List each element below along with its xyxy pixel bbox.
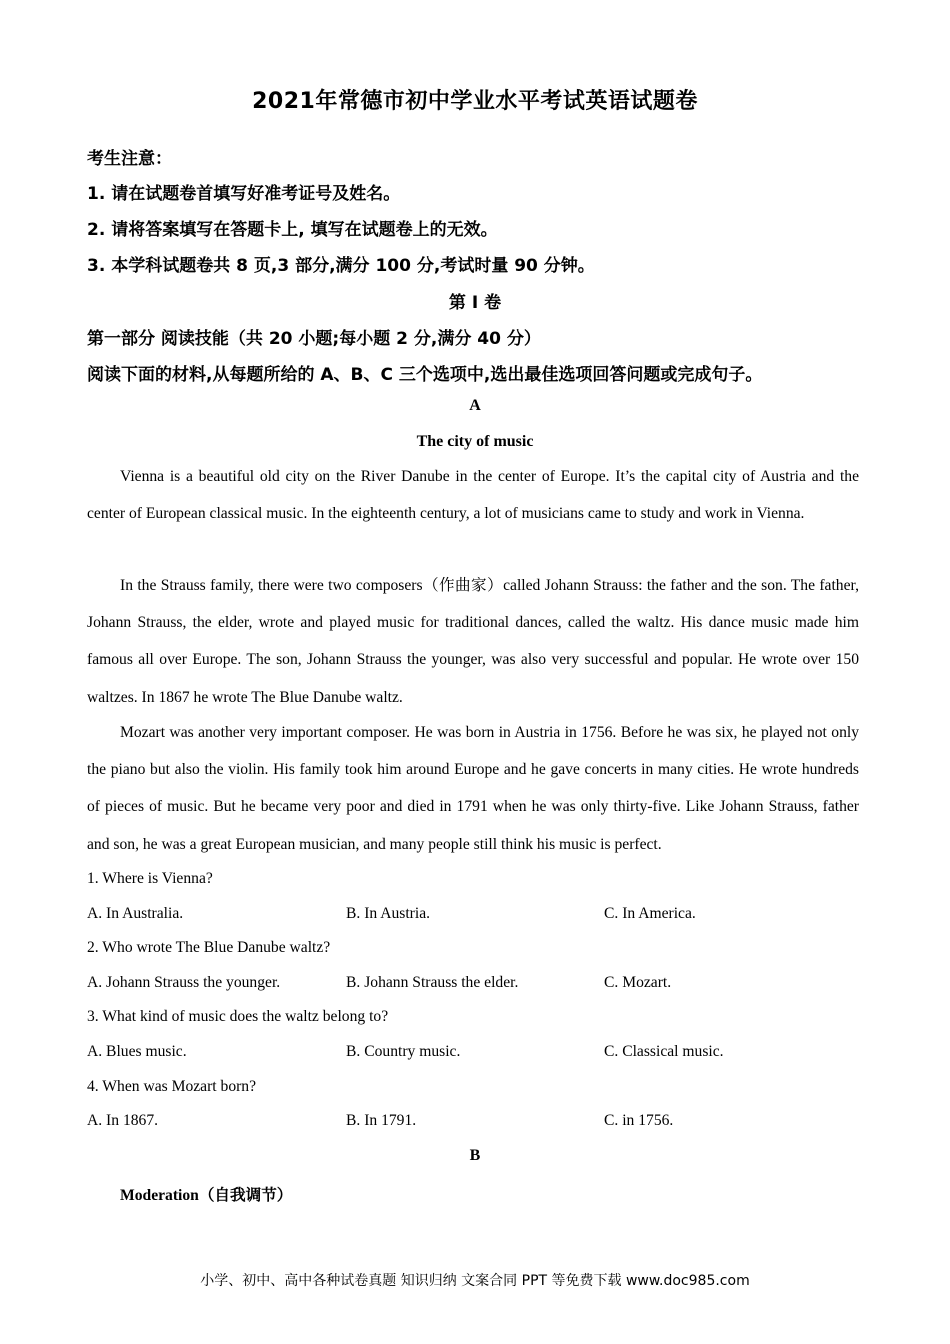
question-2-option-c: C. Mozart.	[604, 974, 672, 991]
section-a-title: The city of music	[416, 433, 534, 450]
question-3-option-c: C. Classical music.	[604, 1043, 724, 1060]
section-b-label: B	[469, 1147, 481, 1164]
question-1: 1. Where is Vienna?	[87, 870, 213, 887]
part-one-instruction: 阅读下面的材料,从每题所给的 A、B、C 三个选项中,选出最佳选项回答问题或完成句子。	[87, 365, 763, 385]
question-4: 4. When was Mozart born?	[87, 1078, 257, 1095]
section-b-title: Moderation（自我调节）	[120, 1187, 293, 1204]
question-3-option-b: B. Country music.	[346, 1043, 461, 1060]
question-1-option-c: C. In America.	[604, 905, 696, 922]
notice-item-3: 3. 本学科试题卷共 8 页,3 部分,满分 100 分,考试时量 90 分钟。	[87, 256, 595, 276]
passage-paragraph-3: Mozart was another very important composer. He was born in Austria in 1756. Before he was six, he played not only the piano but also the violin. His family took him around Europe and he gave concerts in many cities. He wrote hundreds of pieces of music. But he became very poor and died in 1791 when he was only thirty-five. Like Johann Strauss, father and son, he was a great European musician, and many people still think his music is perfect.	[87, 724, 859, 853]
question-4-option-a: A. In 1867.	[87, 1112, 159, 1129]
notice-heading: 考生注意：	[87, 149, 172, 169]
volume-label: 第 I 卷	[448, 293, 502, 313]
question-2: 2. Who wrote The Blue Danube waltz?	[87, 939, 331, 956]
passage-paragraph-2: In the Strauss family, there were two composers（作曲家）called Johann Strauss: the father and the son. The father, Johann Strauss, the elder, wrote and played music for traditional dances, called the waltz. His dance music made him famous all over Europe. The son, Johann Strauss the younger, was also very successful and popular. He wrote over 150 waltzes. In 1867 he wrote The Blue Danube waltz.	[87, 577, 859, 706]
question-3: 3. What kind of music does the waltz belong to?	[87, 1008, 389, 1025]
notice-item-1: 1. 请在试题卷首填写好准考证号及姓名。	[87, 184, 401, 204]
passage-paragraph-1: Vienna is a beautiful old city on the River Danube in the center of Europe. It’s the capital city of Austria and the center of European classical music. In the eighteenth century, a lot of musicians came to study and work in Vienna.	[87, 468, 859, 523]
notice-item-2: 2. 请将答案填写在答题卡上, 填写在试题卷上的无效。	[87, 220, 498, 240]
page-footer: 小学、初中、高中各种试卷真题 知识归纳 文案合同 PPT 等免费下载 www.doc985.com	[200, 1273, 750, 1289]
page-title: 2021年常德市初中学业水平考试英语试题卷	[252, 89, 698, 114]
question-2-option-b: B. Johann Strauss the elder.	[346, 974, 519, 991]
question-1-option-a: A. In Australia.	[87, 905, 184, 922]
question-4-option-b: B. In 1791.	[346, 1112, 417, 1129]
section-a-label: A	[469, 397, 481, 414]
question-2-option-a: A. Johann Strauss the younger.	[87, 974, 281, 991]
question-1-option-b: B. In Austria.	[346, 905, 431, 922]
question-4-option-c: C. in 1756.	[604, 1112, 674, 1129]
question-3-option-a: A. Blues music.	[87, 1043, 187, 1060]
part-one-title: 第一部分 阅读技能（共 20 小题;每小题 2 分,满分 40 分）	[87, 329, 541, 349]
